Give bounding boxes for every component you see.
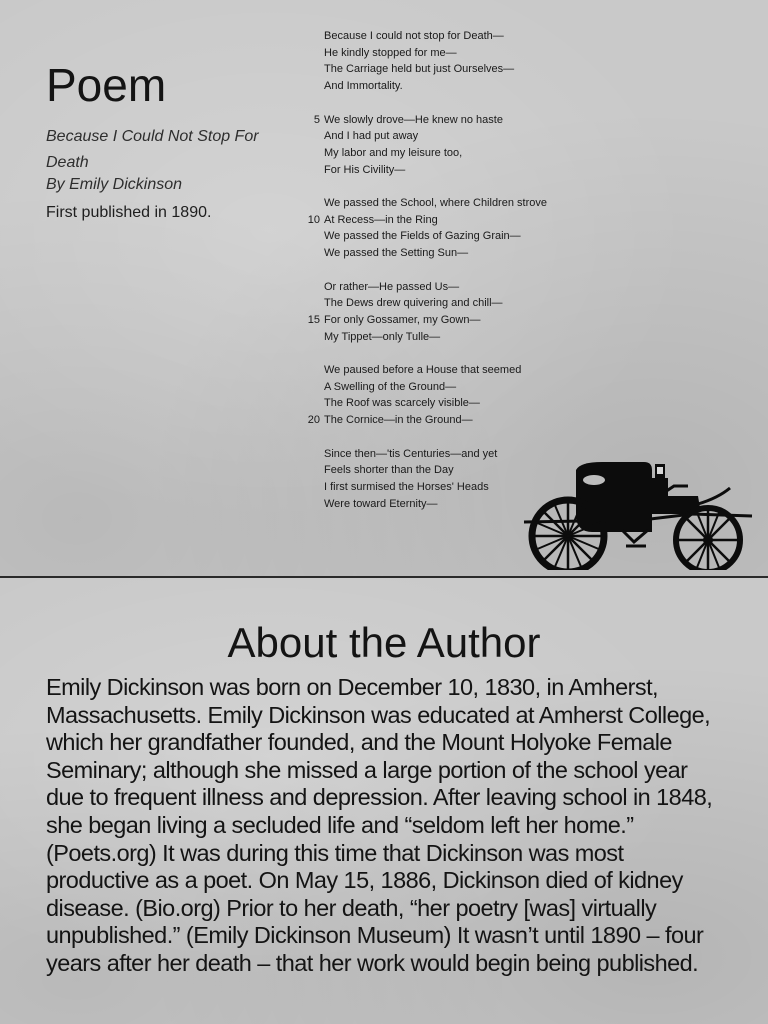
poem-line bbox=[300, 45, 580, 62]
poem-line bbox=[300, 195, 580, 212]
publication-note: First published in 1890. bbox=[46, 204, 212, 221]
poem-title: Poem bbox=[46, 59, 167, 111]
poem-line-text: He kindly stopped for me— bbox=[324, 46, 457, 59]
poem-line-text: Since then—'tis Centuries—and yet bbox=[324, 447, 498, 460]
poem-line-text: Were toward Eternity— bbox=[324, 497, 438, 510]
line-number: 10 bbox=[307, 213, 320, 226]
poem-line-text: Feels shorter than the Day bbox=[324, 464, 454, 477]
poem-line-text: And Immortality. bbox=[324, 80, 403, 93]
poem-line bbox=[300, 145, 580, 162]
poem-line bbox=[300, 128, 580, 145]
poem-stanza bbox=[300, 195, 580, 262]
poem-line-text: For only Gossamer, my Gown— bbox=[324, 313, 481, 326]
poem-subtitle: Because I Could Not Stop For Death bbox=[46, 128, 259, 171]
poem-line-text: We slowly drove—He knew no haste bbox=[324, 113, 503, 126]
poem-line-text: The Cornice—in the Ground— bbox=[324, 414, 473, 427]
poem-text bbox=[300, 28, 580, 529]
poem-line bbox=[300, 28, 580, 45]
poem-line-text: The Roof was scarcely visible— bbox=[324, 397, 480, 410]
poem-line-text: For His Civility— bbox=[324, 163, 406, 176]
poem-line-text: Or rather—He passed Us— bbox=[324, 280, 460, 293]
line-number: 5 bbox=[313, 113, 320, 126]
author-heading: About the Author bbox=[227, 619, 541, 666]
poem-line bbox=[300, 78, 580, 95]
poem-stanza bbox=[300, 28, 580, 95]
poem-line-text: The Carriage held but just Ourselves— bbox=[324, 63, 515, 76]
poem-line-text: We passed the Fields of Gazing Grain— bbox=[324, 230, 521, 243]
poem-line bbox=[300, 312, 580, 329]
poem-stanza bbox=[300, 112, 580, 179]
poem-line bbox=[300, 112, 580, 129]
poem-byline: By Emily Dickinson bbox=[46, 176, 183, 193]
poem-line bbox=[300, 412, 580, 429]
poem-line-text: We paused before a House that seemed bbox=[324, 364, 522, 376]
poem-line-text: And I had put away bbox=[324, 130, 419, 143]
poem-line bbox=[300, 329, 580, 346]
line-number: 15 bbox=[307, 313, 320, 326]
poem-line-text: We passed the School, where Children strove bbox=[324, 197, 547, 209]
poem-line bbox=[300, 279, 580, 296]
poem-line-text: The Dews drew quivering and chill— bbox=[324, 297, 503, 310]
poem-line-text: My Tippet—only Tulle— bbox=[324, 330, 441, 343]
poem-line bbox=[300, 245, 580, 262]
poem-line bbox=[300, 212, 580, 229]
poem-line bbox=[300, 395, 580, 412]
poem-line-text: I first surmised the Horses' Heads bbox=[324, 480, 489, 493]
poem-line bbox=[300, 362, 580, 379]
poem-line bbox=[300, 228, 580, 245]
poem-line-text: At Recess—in the Ring bbox=[324, 213, 438, 226]
author-slide bbox=[0, 578, 768, 1024]
poem-line bbox=[300, 162, 580, 179]
poem-line-text: Because I could not stop for Death— bbox=[324, 30, 504, 42]
horse-carriage-icon bbox=[522, 458, 754, 570]
poem-line-text: We passed the Setting Sun— bbox=[324, 247, 469, 260]
poem-line bbox=[300, 295, 580, 312]
line-number: 20 bbox=[307, 414, 320, 427]
poem-stanza bbox=[300, 279, 580, 346]
poem-stanza bbox=[300, 362, 580, 429]
poem-line bbox=[300, 61, 580, 78]
poem-line bbox=[300, 379, 580, 396]
poem-line-text: A Swelling of the Ground— bbox=[324, 380, 457, 393]
author-biography: Emily Dickinson was born on December 10, 1830, in Amherst, Massachusetts. Emily Dickinson was educated at Amherst College, which her grandfather founded, and the Mount Holyoke Female Seminary; although she missed a large portion of the school year due to frequent illness and depression. After leaving school in 1848, she began living a secluded life and “seldom left her home.” (Poets.org) It was during this time that Dickinson was most productive as a poet. On May 15, 1886, Dickinson died of kidney disease. (Bio.org) Prior to her death, “her poetry [was] virtually unpublished.” (Emily Dickinson Museum) It wasn’t until 1890 – four years after her death – that her work would begin being published. bbox=[46, 674, 713, 976]
poem-line-text: My labor and my leisure too, bbox=[324, 146, 463, 159]
